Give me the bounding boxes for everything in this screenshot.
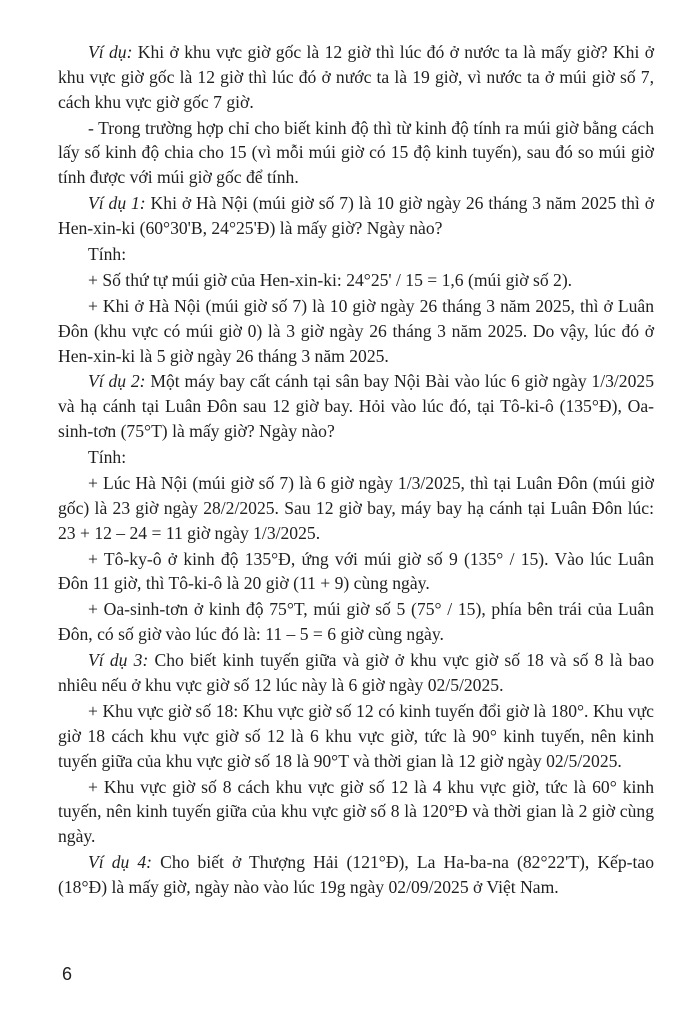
paragraph-text: + Oa-sinh-tơn ở kinh độ 75°T, múi giờ số 5 (75° / 15), phía bên trái của Luân Đôn, có số giờ vào lúc đó là: 11 – 5 = 6 giờ cùng ngày. xyxy=(58,599,654,645)
paragraph-text: + Khi ở Hà Nội (múi giờ số 7) là 10 giờ ngày 26 tháng 3 năm 2025, thì ở Luân Đôn (khu vực có múi giờ 0) là 3 giờ ngày 26 tháng 3 năm 2025. Do vậy, lúc đó ở Hen-xin-ki là 5 giờ ngày 26 tháng 3 năm 2025. xyxy=(58,295,654,366)
paragraph-example-intro xyxy=(58,40,654,114)
paragraph-text: Khi ở khu vực giờ gốc là 12 giờ thì lúc đó ở nước ta là mấy giờ? Khi ở khu vực giờ gốc là 12 giờ thì lúc đó ở nước ta là 19 giờ, vì nước ta ở múi giờ số 7, cách khu vực giờ gốc 7 giờ. xyxy=(58,42,654,112)
paragraph-step xyxy=(58,775,654,849)
paragraph-text: Tính: xyxy=(88,243,127,264)
paragraph-step xyxy=(58,699,654,773)
paragraph-step xyxy=(58,471,654,545)
paragraph-text: + Số thứ tự múi giờ của Hen-xin-ki: 24°25' / 15 = 1,6 (múi giờ số 2). xyxy=(88,269,573,290)
paragraph-text: Khi ở Hà Nội (múi giờ số 7) là 10 giờ ngày 26 tháng 3 năm 2025 thì ở Hen-xin-ki (60°30'B, 24°25'Đ) là mấy giờ? Ngày nào? xyxy=(58,193,655,238)
example-label: Ví dụ 2: xyxy=(88,371,146,392)
example-label: Ví dụ 1: xyxy=(88,193,146,214)
example-label: Ví dụ 4: xyxy=(88,852,153,873)
paragraph-example-2 xyxy=(58,369,654,443)
page-number: 6 xyxy=(62,964,73,984)
paragraph-calc-heading xyxy=(58,445,654,470)
paragraph-step xyxy=(58,597,654,647)
paragraph-example-1 xyxy=(58,191,654,241)
paragraph-text: Một máy bay cất cánh tại sân bay Nội Bài vào lúc 6 giờ ngày 1/3/2025 và hạ cánh tại Luân Đôn sau 12 giờ bay. Hỏi vào lúc đó, tại Tô-ki-ô (135°Đ), Oa-sinh-tơn (75°T) là mấy giờ? Ngày nào? xyxy=(58,371,654,442)
paragraph-text: Cho biết ở Thượng Hải (121°Đ), La Ha-ba-na (82°22'T), Kếp-tao (18°Đ) là mấy giờ, ngày nào vào lúc 19g ngày 02/09/2025 ở Việt Nam. xyxy=(58,852,654,897)
paragraph-step xyxy=(58,268,654,293)
paragraph-text: + Lúc Hà Nội (múi giờ số 7) là 6 giờ ngày 1/3/2025, thì tại Luân Đôn (múi giờ gốc) là 23 giờ ngày 28/2/2025. Sau 12 giờ bay, máy bay hạ cánh tại Luân Đôn lúc: 23 + 12 – 24 = 11 giờ ngày 1/3/2025. xyxy=(58,473,654,543)
page-body xyxy=(58,40,654,901)
paragraph-example-3 xyxy=(58,648,654,698)
example-label: Ví dụ 3: xyxy=(88,650,149,671)
paragraph-text: Tính: xyxy=(88,447,127,468)
paragraph-text: + Tô-ky-ô ở kinh độ 135°Đ, ứng với múi giờ số 9 (135° / 15). Vào lúc Luân Đôn 11 giờ, thì Tô-ki-ô là 20 giờ (11 + 9) cùng ngày. xyxy=(58,548,654,594)
paragraph-text: + Khu vực giờ số 8 cách khu vực giờ số 12 là 4 khu vực giờ, tức là 60° kinh tuyến, nên kinh tuyến giữa của khu vực giờ số 8 là 120°Đ và thời gian là 2 giờ cùng ngày. xyxy=(58,776,654,847)
paragraph-calc-heading xyxy=(58,242,654,267)
example-label: Ví dụ: xyxy=(88,42,133,62)
paragraph-example-4 xyxy=(58,850,654,900)
paragraph-text: + Khu vực giờ số 18: Khu vực giờ số 12 có kinh tuyến đổi giờ là 180°. Khu vực giờ 18 cách khu vực giờ số 12 là 6 khu vực giờ, tức là 90° kinh tuyến, nên kinh tuyến giữa của khu vực giờ số 18 là 90°T và thời gian là 12 giờ ngày 02/5/2025. xyxy=(58,700,654,771)
paragraph-step xyxy=(58,294,654,368)
paragraph-text: Cho biết kinh tuyến giữa và giờ ở khu vực giờ số 18 và số 8 là bao nhiêu nếu ở khu vực giờ số 12 lúc này là 6 giờ ngày 02/5/2025. xyxy=(58,650,654,695)
paragraph-longitude-rule xyxy=(58,116,654,190)
paragraph-text: - Trong trường hợp chỉ cho biết kinh độ thì từ kinh độ tính ra múi giờ bằng cách lấy số kinh độ chia cho 15 (vì mỗi múi giờ có 15 độ kinh tuyến), sau đó so múi giờ tính được với múi giờ gốc để tính. xyxy=(58,117,654,188)
paragraph-step xyxy=(58,547,654,597)
